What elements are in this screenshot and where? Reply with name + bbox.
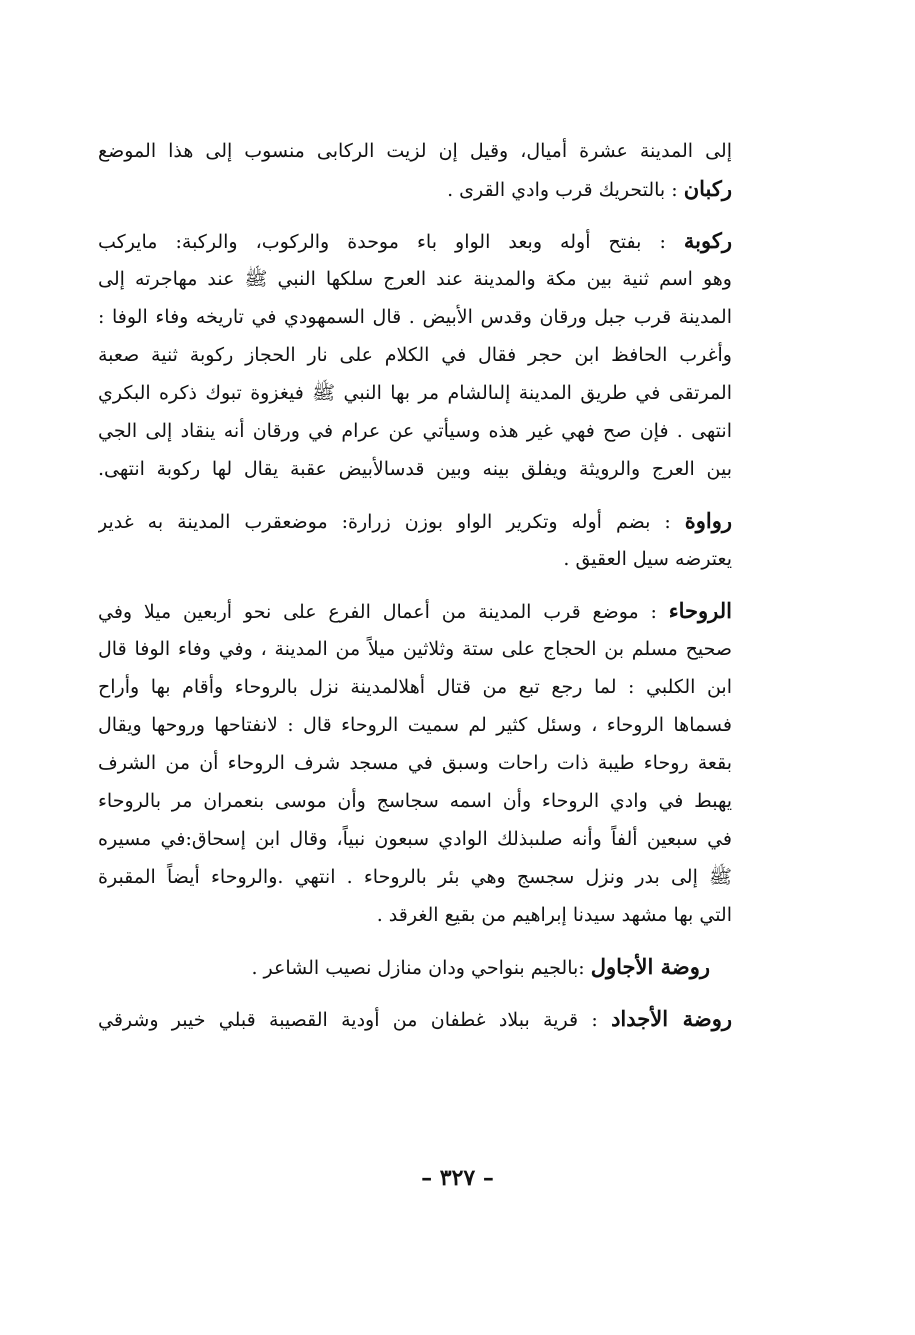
text-line: وهو اسم ثنية بين مكة والمدينة عند العرج سلكها النبي ﷺ عند مهاجرته إلى <box>98 268 732 290</box>
text-line: إلى المدينة عشرة أميال، وقيل إن لزيت الركابى منسوب إلى هذا الموضع <box>98 140 732 162</box>
entry-rakuba <box>98 222 732 260</box>
entry-term: روضة الأجداد <box>611 1006 732 1031</box>
text-line: صحيح مسلم بن الحجاج على ستة وثلاثين ميلاً من المدينة ، وفي وفاء الوفا قال <box>98 638 732 660</box>
text-line: التي بها مشهد سيدنا إبراهيم من بقيع الغرقد . <box>376 904 732 926</box>
text-line: فسماها الروحاء ، وسئل كثير لم سميت الروحاء قال : لانفتاحها وروحها ويقال <box>98 714 732 736</box>
text-line: بين العرج والرويثة ويفلق بينه وبين قدسالأبيض عقبة يقال لها ركوبة انتهى. <box>98 458 732 480</box>
text-line: في سبعين ألفاً وأنه صلىبذلك الوادي سبعون نبياً، وقال ابن إسحاق:في مسيره <box>98 828 732 850</box>
entry-term: ركبان <box>683 176 732 201</box>
entry-term: ركوبة <box>683 228 732 253</box>
entry-definition: : بضم أوله وتكرير الواو بوزن زرارة: موضعقرب المدينة به غدير <box>98 511 685 533</box>
text-line: بقعة روحاء طيبة ذات راحات وسبق في مسجد شرف الروحاء أن من الشرف <box>98 752 732 774</box>
text-line: ﷺ إلى بدر ونزل سجسج وهي بئر بالروحاء . انتهي .والروحاء أيضاً المقبرة <box>98 866 732 888</box>
page-number: – ٣٢٧ – <box>421 1165 494 1191</box>
entry-rawha <box>98 592 732 630</box>
entry-rawawa <box>98 502 732 540</box>
text-line: انتهى . فإن صح فهي غير هذه وسيأتي عن عرام في ورقان أنه ينقاد إلى الجي <box>98 420 732 442</box>
text-line: المرتقى في طريق المدينة إلىالشام مر بها النبي ﷺ فيغزوة تبوك ذكره البكري <box>98 382 732 404</box>
entry-rawdat-al-ajdad <box>98 1000 732 1038</box>
text-line: وأغرب الحافظ ابن حجر فقال في الكلام على نار الحجاز ركوبة ثنية صعبة <box>98 344 732 366</box>
main-text <box>98 132 732 1038</box>
entry-definition: : بالتحريك قرب وادي القرى . <box>447 179 684 201</box>
entry-definition: : بفتح أوله وبعد الواو باء موحدة والركوب، والركبة: مايركب <box>98 231 684 253</box>
entry-term: رواوة <box>684 508 732 533</box>
entry-definition: :بالجيم بنواحي ودان منازل نصيب الشاعر . <box>251 957 591 979</box>
entry-rawdat-al-ajawil <box>98 948 732 986</box>
entry-definition: : موضع قرب المدينة من أعمال الفرع على نحو أربعين ميلا وفي <box>98 601 669 623</box>
entry-term: الروحاء <box>668 598 732 623</box>
text-line: يهبط في وادي الروحاء وأن اسمه سجاسج وأن موسى بنعمران مر بالروحاء <box>98 790 732 812</box>
text-line: يعترضه سيل العقيق . <box>563 548 732 570</box>
text-line: المدينة قرب جبل ورقان وقدس الأبيض . قال السمهودي في تاريخه وفاء الوفا : <box>98 306 732 328</box>
entry-definition: : قرية ببلاد غطفان من أودية القصيبة قبلي خيبر وشرقي <box>98 1009 612 1031</box>
entry-term: روضة الأجاول <box>590 954 710 979</box>
entry-rakban <box>98 170 732 208</box>
text-line: ابن الكلبي : لما رجع تبع من قتال أهلالمدينة نزل بالروحاء وأقام بها وأراح <box>98 676 732 698</box>
